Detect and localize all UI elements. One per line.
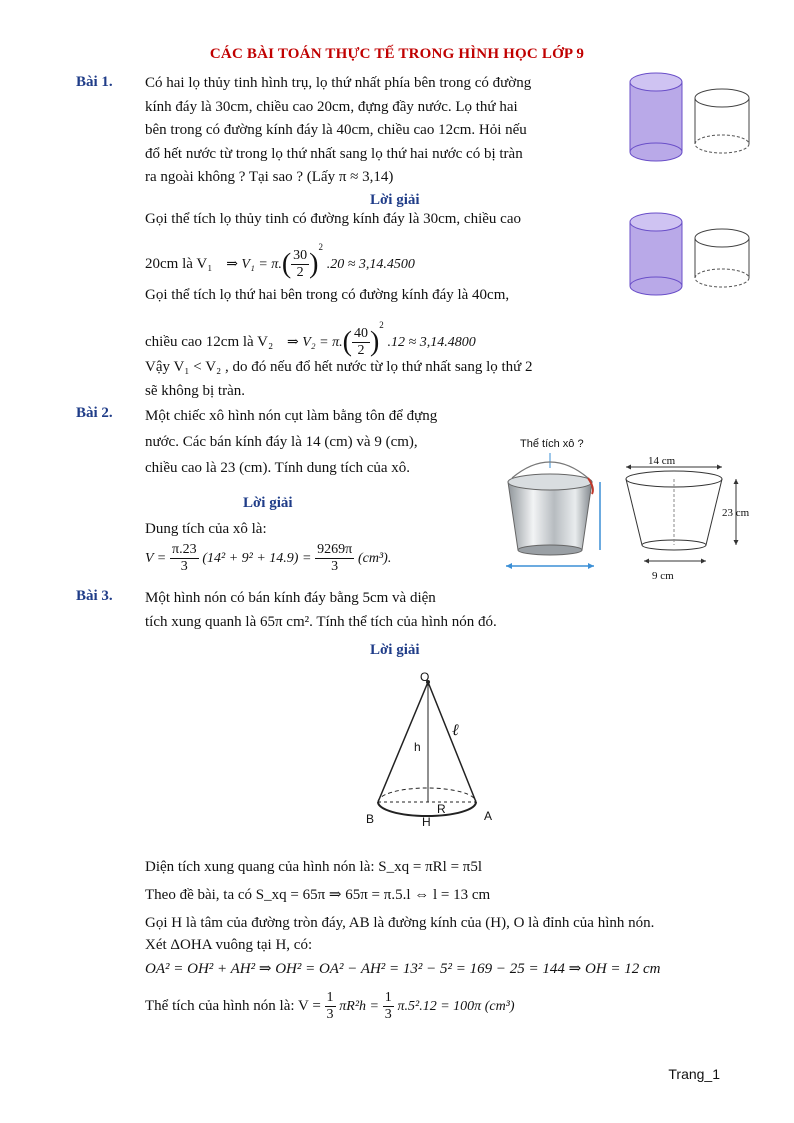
bai2-formula-mid: (14² + 9² + 14.9) = bbox=[202, 550, 312, 566]
bai2-line: chiều cao là 23 (cm). Tính dung tích của xô. bbox=[145, 460, 411, 476]
bai3-line: tích xung quanh là 65π cm². Tính thể tích của hình nón đó. bbox=[145, 614, 497, 630]
cylinder-filled-icon bbox=[630, 213, 682, 295]
bai3-problem bbox=[145, 586, 565, 634]
bucket-figure-caption: Thể tích xô ? bbox=[520, 438, 584, 450]
bai3-solution-heading: Lời giải bbox=[370, 642, 420, 658]
cone-label-h: h bbox=[414, 740, 421, 754]
cylinder-filled-icon bbox=[630, 73, 682, 161]
bai1-sol-line4-tail: .12 ≈ 3,14.4800 bbox=[387, 335, 476, 350]
dim-bottom-label: 9 cm bbox=[652, 570, 674, 582]
cone-label-b: B bbox=[366, 812, 375, 826]
bai1-problem bbox=[145, 72, 565, 190]
bai2-problem bbox=[145, 403, 485, 481]
bai3-sol-line6-tail: π.5².12 = 100π (cm³) bbox=[397, 998, 515, 1014]
bai1-sol-line4-math: ⇒ V₂ = π. bbox=[287, 335, 343, 350]
bai3-sol-line6-prefix: Thể tích của hình nón là: V = bbox=[145, 997, 321, 1014]
cone-label-hpoint: H bbox=[422, 815, 431, 829]
cone-label-l: ℓ bbox=[452, 722, 459, 739]
bai2-frac2-num: 9269π bbox=[317, 542, 353, 557]
bai3-frac1-den: 3 bbox=[326, 1007, 334, 1022]
bai1-line: Có hai lọ thủy tinh hình trụ, lọ thứ nhất phía bên trong có đường bbox=[145, 75, 532, 91]
bai1-frac2-den: 2 bbox=[357, 343, 365, 359]
bai3-sol-line2: Theo đề bài, ta có S_xq = 65π ⇒ 65π = π.5.l ⇔ l = 13 cm bbox=[145, 887, 491, 903]
dim-height-label: 23 cm bbox=[722, 507, 750, 519]
bai1-line: bên trong có đường kính đáy là 40cm, chiều cao 12cm. Hỏi nếu bbox=[145, 122, 527, 138]
page-title: CÁC BÀI TOÁN THỰC TẾ TRONG HÌNH HỌC LỚP 9 bbox=[209, 46, 585, 62]
bai2-frac1-den: 3 bbox=[180, 559, 188, 574]
bai1-sol-line2-tail: .20 ≈ 3,14.4500 bbox=[326, 257, 415, 272]
bai1-sol-line6: sẽ không bị tràn. bbox=[145, 383, 245, 399]
bai1-solution-heading: Lời giải bbox=[370, 192, 420, 208]
bai3-frac1-num: 1 bbox=[326, 990, 334, 1005]
dim-top-label: 14 cm bbox=[648, 455, 676, 467]
cylinder-empty-icon bbox=[695, 229, 749, 287]
bai1-sol-line3: Gọi thể tích lọ thứ hai bên trong có đường kính đáy là 40cm, bbox=[145, 287, 510, 303]
cone-label-o: O bbox=[420, 670, 430, 684]
bai1-sol-line2: 20cm là V₁ ⇒ V₁ = π.( $\frac{30}{2}$ )$^2$ .20 ≈ 3,14.4500 bbox=[145, 242, 415, 281]
bai1-sol-line1: Gọi thể tích lọ thủy tinh có đường kính đáy là 30cm, chiều cao bbox=[145, 211, 521, 227]
bai1-frac-den: 2 bbox=[296, 265, 304, 281]
bai3-sol-line3: Gọi H là tâm của đường tròn đáy, AB là đường kính của (H), O là đỉnh của hình nón. bbox=[145, 915, 655, 931]
bai1-sol-line4: chiều cao 12cm là V₂ ⇒ V₂ = π.( $\frac{40}{2}$ )$^2$ .12 ≈ 3,14.4800 bbox=[145, 320, 476, 359]
bai3-sol-line5: OA² = OH² + AH² ⇒ OH² = OA² − AH² = 13² − 5² = 169 − 25 = 144 ⇒ OH = 12 cm bbox=[145, 961, 661, 977]
bai1-sol-line2-prefix: 20cm là V₁ bbox=[145, 256, 213, 272]
bai3-line: Một hình nón có bán kính đáy bằng 5cm và diện bbox=[145, 590, 436, 606]
bai1-sol-line4-prefix: chiều cao 12cm là V₂ bbox=[145, 334, 274, 350]
bai2-sol-line1: Dung tích của xô là: bbox=[145, 521, 267, 537]
bai1-line: đổ hết nước từ trong lọ thứ nhất sang lọ thứ hai nước có bị tràn bbox=[145, 145, 523, 162]
bai3-frac2-den: 3 bbox=[384, 1007, 392, 1022]
bai1-sol-line2-math: ⇒ V₁ = π. bbox=[226, 257, 282, 272]
bai2-line: Một chiếc xô hình nón cụt làm bằng tôn để đựng bbox=[145, 408, 438, 424]
bucket-photo bbox=[500, 448, 620, 573]
bai3-sol-line1: Diện tích xung quang của hình nón là: S_xq = πRl = π5l bbox=[145, 859, 483, 875]
cone-label-r: R bbox=[437, 802, 446, 816]
bai2-frac1-num: π.23 bbox=[172, 542, 197, 557]
bai1-frac-num: 30 bbox=[293, 248, 308, 264]
bai2-formula-prefix: V = bbox=[145, 550, 167, 566]
frustum-diagram bbox=[618, 455, 778, 585]
bai2-frac2-den: 3 bbox=[331, 559, 339, 574]
bai1-frac2-num: 40 bbox=[353, 326, 368, 342]
cylinder-empty-icon bbox=[695, 89, 749, 153]
bai2-formula-tail: (cm³). bbox=[357, 550, 392, 566]
bai2-solution-heading: Lời giải bbox=[243, 495, 293, 511]
bai2-line: nước. Các bán kính đáy là 14 (cm) và 9 (cm), bbox=[145, 434, 418, 450]
cylinders-figure-1 bbox=[622, 66, 752, 176]
bai1-line: ra ngoài không ? Tại sao ? (Lấy π ≈ 3,14) bbox=[145, 169, 394, 185]
bai3-frac2-num: 1 bbox=[384, 990, 392, 1005]
bai1-line: kính đáy là 30cm, chiều cao 20cm, đựng đầy nước. Lọ thứ hai bbox=[145, 98, 518, 115]
bai1-sol-line5: Vậy V₁ < V₂ , do đó nếu đổ hết nước từ lọ thứ nhất sang lọ thứ 2 bbox=[145, 359, 533, 375]
cone-label-a: A bbox=[484, 809, 493, 823]
bai1-label: Bài 1. bbox=[76, 74, 113, 90]
bai2-formula bbox=[145, 542, 391, 575]
bai3-label: Bài 3. bbox=[76, 588, 113, 604]
page-number: Trang_1 bbox=[668, 1066, 720, 1082]
bai2-label: Bài 2. bbox=[76, 405, 113, 421]
bai3-sol-line6-mid: πR²h = bbox=[339, 998, 380, 1014]
cylinders-figure-2 bbox=[622, 208, 752, 308]
bai3-sol-line4: Xét ΔOHA vuông tại H, có: bbox=[145, 937, 313, 953]
bai3-sol-line6 bbox=[145, 990, 515, 1023]
